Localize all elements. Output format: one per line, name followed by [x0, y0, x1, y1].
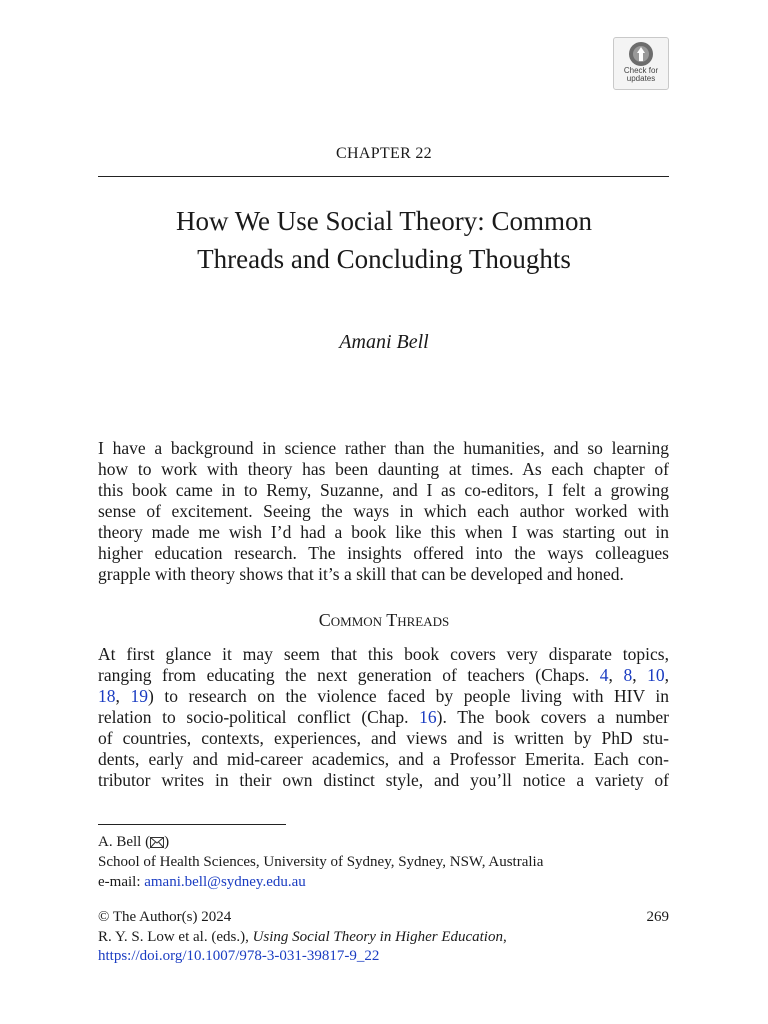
text-line: of countries, contexts, experiences, and views and is written by PhD stu-	[98, 728, 669, 748]
text-line: grapple with theory shows that it’s a skill that can be developed and honed.	[98, 564, 624, 584]
envelope-icon[interactable]	[150, 837, 164, 848]
footnote-affiliation: School of Health Sciences, University of Sydney, Sydney, NSW, Australia	[98, 854, 544, 870]
footnote-email-line	[98, 872, 670, 892]
section-heading: Common Threads	[318, 610, 450, 630]
text-line: sense of excitement. Seeing the ways in which each author worked with	[98, 501, 669, 521]
footnote-author: A. Bell ( )	[98, 834, 170, 850]
intro-paragraph	[98, 438, 669, 585]
chapter-link-18[interactable]: 18	[98, 686, 116, 706]
title-line: Threads and Concluding Thoughts	[197, 244, 571, 274]
email-label: e-mail:	[98, 874, 141, 890]
citation-line: R. Y. S. Low et al. (eds.), Using Social Theory in Higher Education,	[98, 929, 507, 945]
text-line: how to work with theory has been daunting at times. As each chapter of	[98, 459, 669, 479]
text-line: tributor writes in their own distinct style, and you’ll notice a variety of	[98, 770, 669, 790]
text-line: theory made me wish I’d had a book like this when I was starting out in	[98, 522, 669, 542]
check-for-updates-badge[interactable]	[613, 37, 669, 90]
chapter-link-8[interactable]: 8	[623, 665, 633, 685]
text-line	[98, 707, 669, 728]
header-rule	[98, 176, 669, 177]
chapter-link-16[interactable]: 16	[419, 707, 437, 727]
badge-text-line2: updates	[626, 74, 656, 83]
check-for-updates-icon	[628, 41, 654, 67]
page-number: 269	[646, 909, 669, 925]
text-line: At first glance it may seem that this book covers very disparate topics,	[98, 644, 669, 664]
book-title: Using Social Theory in Higher Education	[252, 929, 503, 945]
email-link[interactable]: amani.bell@sydney.edu.au	[144, 874, 306, 890]
body-paragraph	[98, 644, 669, 791]
chapter-link-19[interactable]: 19	[130, 686, 148, 706]
text-fragment: ranging from educating the next generation of teachers (Chaps.	[98, 665, 590, 685]
copyright-line: © The Author(s) 2024	[98, 909, 232, 925]
text-line: I have a background in science rather than the humanities, and so learning	[98, 438, 669, 458]
chapter-link-4[interactable]: 4	[599, 665, 609, 685]
chapter-title	[98, 202, 670, 278]
text-fragment: relation to socio-political conflict (Chap.	[98, 707, 409, 727]
badge-text-line1: Check for	[623, 66, 659, 75]
footnote-rule	[98, 824, 286, 825]
author-name: Amani Bell	[339, 331, 429, 353]
text-line: dents, early and mid-career academics, and a Professor Emerita. Each con-	[98, 749, 669, 769]
chapter-link-10[interactable]: 10	[647, 665, 665, 685]
text-line: higher education research. The insights offered into the ways colleagues	[98, 543, 669, 563]
text-line: ranging from educating the next generation of teachers (Chaps. 4, 8, 10,	[98, 665, 670, 685]
text-line: this book came in to Remy, Suzanne, and I as co-editors, I felt a growing	[98, 480, 669, 500]
text-line: 18, 19) to research on the violence faced by people living with HIV in	[98, 686, 670, 706]
text-fragment: ). The book covers a number	[436, 707, 670, 727]
doi-line	[98, 946, 670, 966]
text-fragment: ) to research on the violence faced by people living with HIV in	[147, 686, 670, 706]
doi-link[interactable]: https://doi.org/10.1007/978-3-031-39817-9_22	[98, 948, 380, 964]
chapter-label: CHAPTER 22	[336, 145, 432, 162]
title-line: How We Use Social Theory: Common	[175, 206, 593, 236]
